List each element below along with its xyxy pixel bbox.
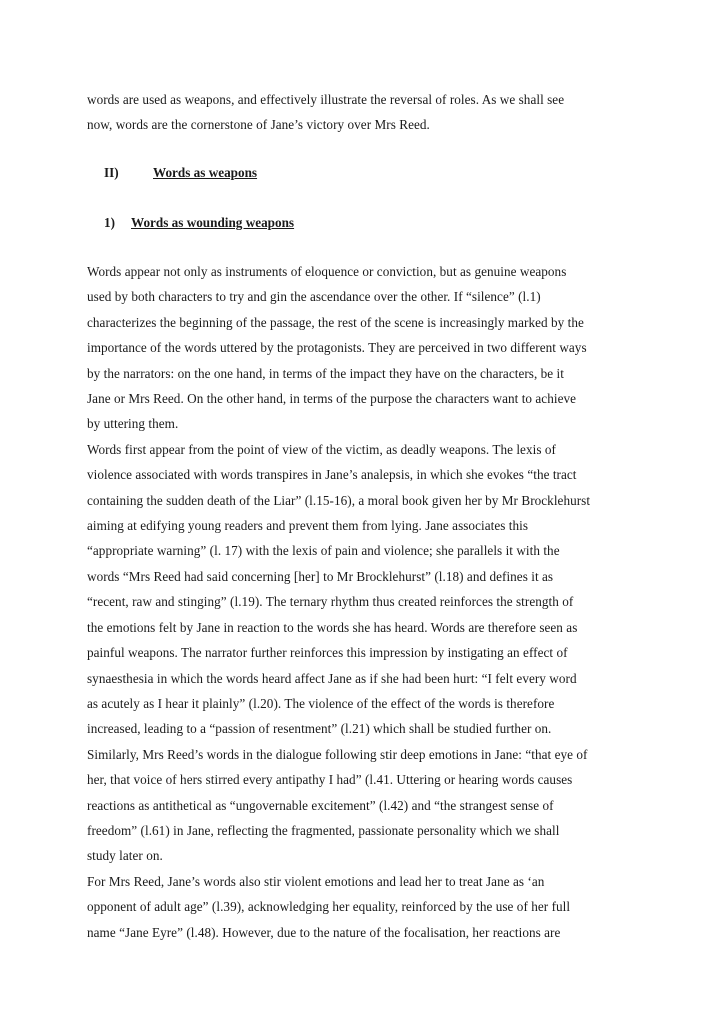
text-line: the emotions felt by Jane in reaction to the words she has heard. Words are therefore seen as <box>87 619 578 635</box>
text-line: Similarly, Mrs Reed’s words in the dialogue following stir deep emotions in Jane: “that eye of <box>87 746 588 762</box>
text-line: words “Mrs Reed had said concerning [her] to Mr Brocklehurst” (l.18) and defines it as <box>87 568 554 584</box>
text-line: painful weapons. The narrator further reinforces this impression by instigating an effect of <box>87 645 568 661</box>
text-line: by uttering them. <box>87 416 179 432</box>
text-line: containing the sudden death of the Liar” (l.15-16), a moral book given her by Mr Brocklehurst <box>87 492 591 508</box>
text-line: Jane or Mrs Reed. On the other hand, in terms of the purpose the characters want to achieve <box>87 391 577 407</box>
text-line: “appropriate warning” (l. 17) with the lexis of pain and violence; she parallels it with the <box>87 543 560 559</box>
intro-paragraph <box>87 87 647 138</box>
text-line: name “Jane Eyre” (l.48). However, due to the nature of the focalisation, her reactions are <box>87 924 561 940</box>
section-title: Words as weapons <box>153 165 258 180</box>
text-line: Words first appear from the point of view of the victim, as deadly weapons. The lexis of <box>87 441 556 457</box>
text-line: characterizes the beginning of the passage, the rest of the scene is increasingly marked by the <box>87 314 584 330</box>
section-number: II) <box>104 165 119 180</box>
text-line: her, that voice of hers stirred every antipathy I had” (l.41. Uttering or hearing words causes <box>87 772 573 788</box>
text-line: increased, leading to a “passion of resentment” (l.21) which shall be studied further on. <box>87 721 552 737</box>
subsection-heading <box>104 210 294 235</box>
text-line: Words appear not only as instruments of eloquence or conviction, but as genuine weapons <box>87 264 567 279</box>
text-line: reactions as antithetical as “ungovernable excitement” (l.42) and “the strangest sense of <box>87 797 554 813</box>
subsection-number: 1) <box>104 215 115 230</box>
text-line: For Mrs Reed, Jane’s words also stir violent emotions and lead her to treat Jane as ‘an <box>87 873 545 889</box>
subsection-title: Words as wounding weapons <box>131 215 295 230</box>
text-line: freedom” (l.61) in Jane, reflecting the fragmented, passionate personality which we shall <box>87 822 560 838</box>
text-line: violence associated with words transpires in Jane’s analepsis, in which she evokes “the tract <box>87 467 577 483</box>
text-line: synaesthesia in which the words heard affect Jane as if she had been hurt: “I felt every word <box>87 670 577 686</box>
text-line: used by both characters to try and gin the ascendance over the other. If “silence” (l.1) <box>87 289 541 305</box>
section-heading <box>104 160 257 185</box>
text-line: words are used as weapons, and effectively illustrate the reversal of roles. As we shall see <box>87 92 565 107</box>
text-line: by the narrators: on the one hand, in terms of the impact they have on the characters, be it <box>87 365 564 381</box>
text-line: study later on. <box>87 848 163 864</box>
text-line: now, words are the cornerstone of Jane’s victory over Mrs Reed. <box>87 117 430 133</box>
text-line: “recent, raw and stinging” (l.19). The ternary rhythm thus created reinforces the strength of <box>87 594 574 610</box>
body-text <box>87 259 647 945</box>
text-line: opponent of adult age” (l.39), acknowledging her equality, reinforced by the use of her full <box>87 899 571 915</box>
text-line: as acutely as I hear it plainly” (l.20). The violence of the effect of the words is therefore <box>87 695 555 711</box>
text-line: importance of the words uttered by the protagonists. They are perceived in two different ways <box>87 340 587 356</box>
text-line: aiming at edifying young readers and prevent them from lying. Jane associates this <box>87 518 528 534</box>
